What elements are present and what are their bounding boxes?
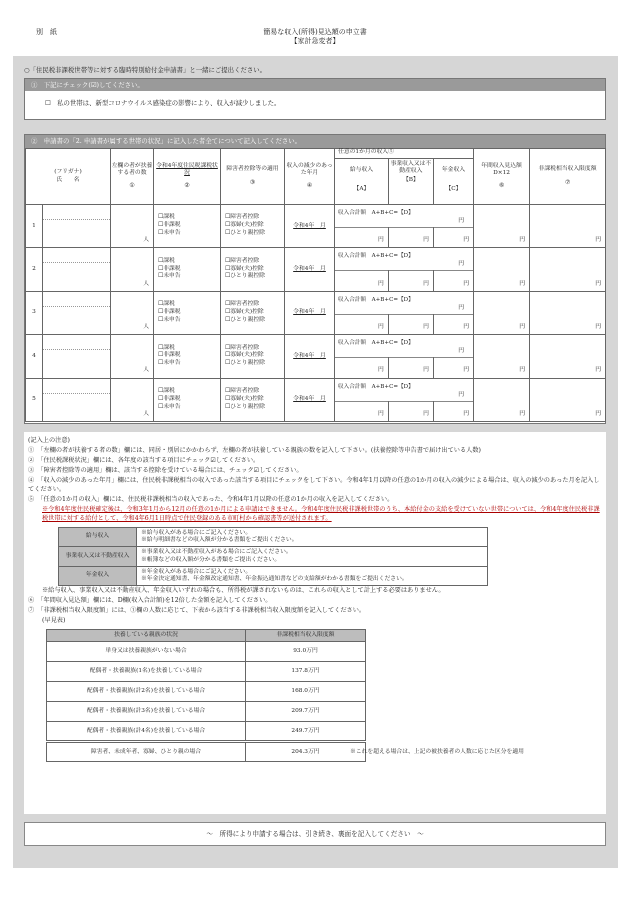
- limit-field[interactable]: 円: [530, 205, 606, 248]
- limit-field[interactable]: 円: [530, 378, 606, 421]
- name-field[interactable]: [43, 205, 111, 248]
- decrease-month-field[interactable]: 令和4年 月: [285, 378, 335, 421]
- form-subtitle: 【家計急変者】: [290, 37, 340, 46]
- pension-field[interactable]: 円: [463, 280, 470, 287]
- limit-field[interactable]: 円: [530, 248, 606, 291]
- header-deductions: 障害者控除等の適用 ③: [221, 149, 285, 205]
- quick-table-note: ※これを超える場合は、上記の被扶養者の人数に応じた区分を適用: [350, 749, 524, 756]
- decrease-month-field[interactable]: 令和4年 月: [285, 335, 335, 378]
- section-2-heading: ② 申請書の「2. 申請書が属する世帯の状況」に記入した者全てについて記入してください。: [25, 135, 605, 148]
- table-header-row: 扶養している親族の状況 非課税相当収入限度額: [47, 630, 366, 642]
- note-5-footnote: ※給与収入、事業収入又は不動産収入、年金収入いずれの場合も、所得税が課されないものは、これらの収入として計上する必要はありません。: [42, 587, 445, 595]
- form-title-block: [0, 28, 630, 47]
- section-1-heading: ① 下記にチェック(☑)してください。: [25, 79, 605, 91]
- deduction-options[interactable]: ☐障害者控除 ☐寡婦(夫)控除 ☐ひとり親控除: [221, 291, 285, 334]
- table-row: [26, 335, 606, 378]
- header-dependents: 左欄の者が扶養する者の数 ①: [111, 149, 154, 205]
- quick-reference-table: [46, 629, 366, 762]
- name-field[interactable]: [43, 335, 111, 378]
- section-1: [24, 78, 606, 120]
- pension-field[interactable]: 円: [463, 323, 470, 330]
- row-number: 2: [26, 248, 43, 291]
- table-row: [26, 248, 606, 291]
- note-5-warning: ※令和4年度住民税確定後は、令和3年1月から12月の任意の1か月による申請はできません。令和4年度住民税非課税世帯のうち、本給付金の支給を受けていない世帯については、令和4年度住民税非課税世帯に対する給付として、令和4年6月1日時点で住民登録のある市町村から確認書等が送付されます。: [42, 505, 600, 522]
- tax-status-options[interactable]: ☐課税 ☐非課税 ☐未申告: [154, 248, 221, 291]
- header-pension: 年金収入 【C】: [441, 167, 466, 193]
- income-type-table: [58, 527, 488, 586]
- tax-status-options[interactable]: ☐課税 ☐非課税 ☐未申告: [154, 378, 221, 421]
- annual-income-field[interactable]: 円: [474, 248, 530, 291]
- table-row: [26, 291, 606, 334]
- note-2: ② 「住民税課税状況」欄には、各年度の該当する項目にチェック☑してください。: [28, 456, 260, 464]
- header-annual: 年間収入見込額 D×12 ⑥: [474, 149, 530, 205]
- monthly-income-cell[interactable]: 収入合計額 A+B+C=【D】 円 円 円 円: [335, 291, 474, 334]
- table-row: 配偶者・扶養親族(計4名)を扶養している場合 249.7万円: [47, 722, 366, 742]
- table-row: 事業収入又は不動産収入 ※事業収入又は不動産収入がある場合にご記入ください。 ※帳簿などの収入額が分かる書類をご提出ください。: [59, 547, 488, 566]
- income-decrease-checkbox[interactable]: ☐ 私の世帯は、新型コロナウイルス感染症の影響により、収入が減少しました。: [45, 99, 281, 107]
- salary-field[interactable]: 円: [335, 401, 389, 421]
- note-7: ⑦ 「非課税相当収入限度額」には、①欄の人数に応じて、下表から該当する非課税相当収入限度額を記入してください。: [28, 607, 366, 615]
- salary-field[interactable]: 円: [335, 227, 389, 247]
- decrease-month-field[interactable]: 令和4年 月: [285, 205, 335, 248]
- annual-income-field[interactable]: 円: [474, 335, 530, 378]
- table-row: [26, 205, 606, 248]
- footer-note: ～ 所得により申請する場合は、引き続き、裏面を記入してください ～: [24, 822, 606, 846]
- business-field[interactable]: 円: [389, 401, 434, 421]
- header-decrease-month: 収入の減少のあった年月 ④: [285, 149, 335, 205]
- note-6: ⑥ 「年間収入見込額」欄には、D欄(収入合計額)を12倍した金額を記入してください。: [28, 597, 272, 605]
- header-tax-status: 令和4年度住民税課税状況 ②: [154, 149, 221, 205]
- row-number: 1: [26, 205, 43, 248]
- business-field[interactable]: 円: [389, 314, 434, 334]
- note-1: ① 「左欄の者が扶養する者の数」欄には、同居・別居にかかわらず、左欄の者が扶養している親族の数を記入して下さい。(扶養控除等申告書で届け出ている人数): [28, 446, 481, 454]
- deduction-options[interactable]: ☐障害者控除 ☐寡婦(夫)控除 ☐ひとり親控除: [221, 378, 285, 421]
- pension-field[interactable]: 円: [463, 367, 470, 374]
- dependents-field[interactable]: 人: [111, 378, 154, 421]
- monthly-income-cell[interactable]: 収入合計額 A+B+C=【D】 円 円 円 円: [335, 205, 474, 248]
- monthly-income-cell[interactable]: 収入合計額 A+B+C=【D】 円 円 円 円: [335, 378, 474, 421]
- note-5: ⑤ 「任意の1か月の収入」欄には、住民税非課税相当の収入であった、令和4年1月以降の任意の1か月の収入を記入してください。: [28, 495, 394, 503]
- attachment-label: 別 紙: [36, 28, 57, 36]
- note-4: ④ 「収入の減少のあった年月」欄には、住民税非課税相当の収入であった該当する項目にチェックをして下さい。令和4年1月以降の任意の1か月の収入の減少による場合は、収入の減少のあった月を記入してください。: [28, 476, 600, 493]
- dependents-field[interactable]: 人: [111, 335, 154, 378]
- quick-table-label: (早見表): [42, 617, 66, 625]
- form-title: 簡易な収入(所得)見込額の申立書: [263, 28, 367, 36]
- limit-field[interactable]: 円: [530, 291, 606, 334]
- pension-field[interactable]: 円: [463, 410, 470, 417]
- table-row: 単身又は扶養親族がいない場合 93.0万円: [47, 642, 366, 662]
- table-row: 給与収入 ※給与収入がある場合にご記入ください。 ※給与明細書などの収入額が分かる書類をご提出ください。: [59, 527, 488, 546]
- annual-income-field[interactable]: 円: [474, 205, 530, 248]
- name-field[interactable]: [43, 291, 111, 334]
- business-field[interactable]: 円: [389, 270, 434, 290]
- table-row: [26, 378, 606, 421]
- table-row: 配偶者・扶養親族(計2名)を扶養している場合 168.0万円: [47, 682, 366, 702]
- header-business: 事業収入又は不動産収入 【B】: [389, 159, 434, 204]
- annual-income-field[interactable]: 円: [474, 291, 530, 334]
- table-row: 障害者、未成年者、寡婦、ひとり親の場合 204.3万円: [47, 742, 366, 762]
- section-notes: [24, 432, 606, 814]
- row-number: 5: [26, 378, 43, 421]
- header-monthly-income: 任意の1か月の収入⑤ 給与収入 【A】 事業収入又は不動産収入 【B】 年金収入 【C】: [335, 149, 474, 205]
- salary-field[interactable]: 円: [335, 270, 389, 290]
- pension-field[interactable]: 円: [463, 237, 470, 244]
- deduction-options[interactable]: ☐障害者控除 ☐寡婦(夫)控除 ☐ひとり親控除: [221, 205, 285, 248]
- row-number: 4: [26, 335, 43, 378]
- salary-field[interactable]: 円: [335, 314, 389, 334]
- table-row: 配偶者・扶養親族(計3名)を扶養している場合 209.7万円: [47, 702, 366, 722]
- annual-income-field[interactable]: 円: [474, 378, 530, 421]
- name-field[interactable]: [43, 248, 111, 291]
- business-field[interactable]: 円: [389, 357, 434, 377]
- header-limit: 非課税相当収入限度額 ⑦: [530, 149, 606, 205]
- dependents-field[interactable]: 人: [111, 248, 154, 291]
- monthly-income-cell[interactable]: 収入合計額 A+B+C=【D】 円 円 円 円: [335, 335, 474, 378]
- notes-title: (記入上の注意): [28, 437, 70, 444]
- household-table: [25, 148, 606, 422]
- table-header-row: [26, 149, 606, 205]
- header-name: (フリガナ) 氏 名: [26, 149, 111, 205]
- tax-status-options[interactable]: ☐課税 ☐非課税 ☐未申告: [154, 205, 221, 248]
- monthly-income-cell[interactable]: 収入合計額 A+B+C=【D】 円 円 円 円: [335, 248, 474, 291]
- tax-status-options[interactable]: ☐課税 ☐非課税 ☐未申告: [154, 335, 221, 378]
- tax-status-options[interactable]: ☐課税 ☐非課税 ☐未申告: [154, 291, 221, 334]
- dependents-field[interactable]: 人: [111, 205, 154, 248]
- dependents-field[interactable]: 人: [111, 291, 154, 334]
- table-row: 年金収入 ※年金収入がある場合にご記入ください。 ※年金決定通知書、年金額改定通知書、年金振込通知書などの支給額がわかる書類をご提出ください。: [59, 566, 488, 585]
- note-3: ③ 「障害者控除等の適用」欄は、該当する控除を受けている場合には、チェック☑してください。: [28, 466, 303, 474]
- table-row: 配偶者・扶養親族(1名)を扶養している場合 137.8万円: [47, 662, 366, 682]
- name-field[interactable]: [43, 378, 111, 421]
- decrease-month-field[interactable]: 令和4年 月: [285, 248, 335, 291]
- deduction-options[interactable]: ☐障害者控除 ☐寡婦(夫)控除 ☐ひとり親控除: [221, 335, 285, 378]
- decrease-month-field[interactable]: 令和4年 月: [285, 291, 335, 334]
- header-salary: 給与収入 【A】: [335, 159, 389, 204]
- section-2: [24, 134, 606, 424]
- salary-field[interactable]: 円: [335, 357, 389, 377]
- limit-field[interactable]: 円: [530, 335, 606, 378]
- business-field[interactable]: 円: [389, 227, 434, 247]
- deduction-options[interactable]: ☐障害者控除 ☐寡婦(夫)控除 ☐ひとり親控除: [221, 248, 285, 291]
- submission-note: ○「住民税非課税世帯等に対する臨時特別給付金申請書」と一緒にご提出ください。: [24, 66, 267, 74]
- row-number: 3: [26, 291, 43, 334]
